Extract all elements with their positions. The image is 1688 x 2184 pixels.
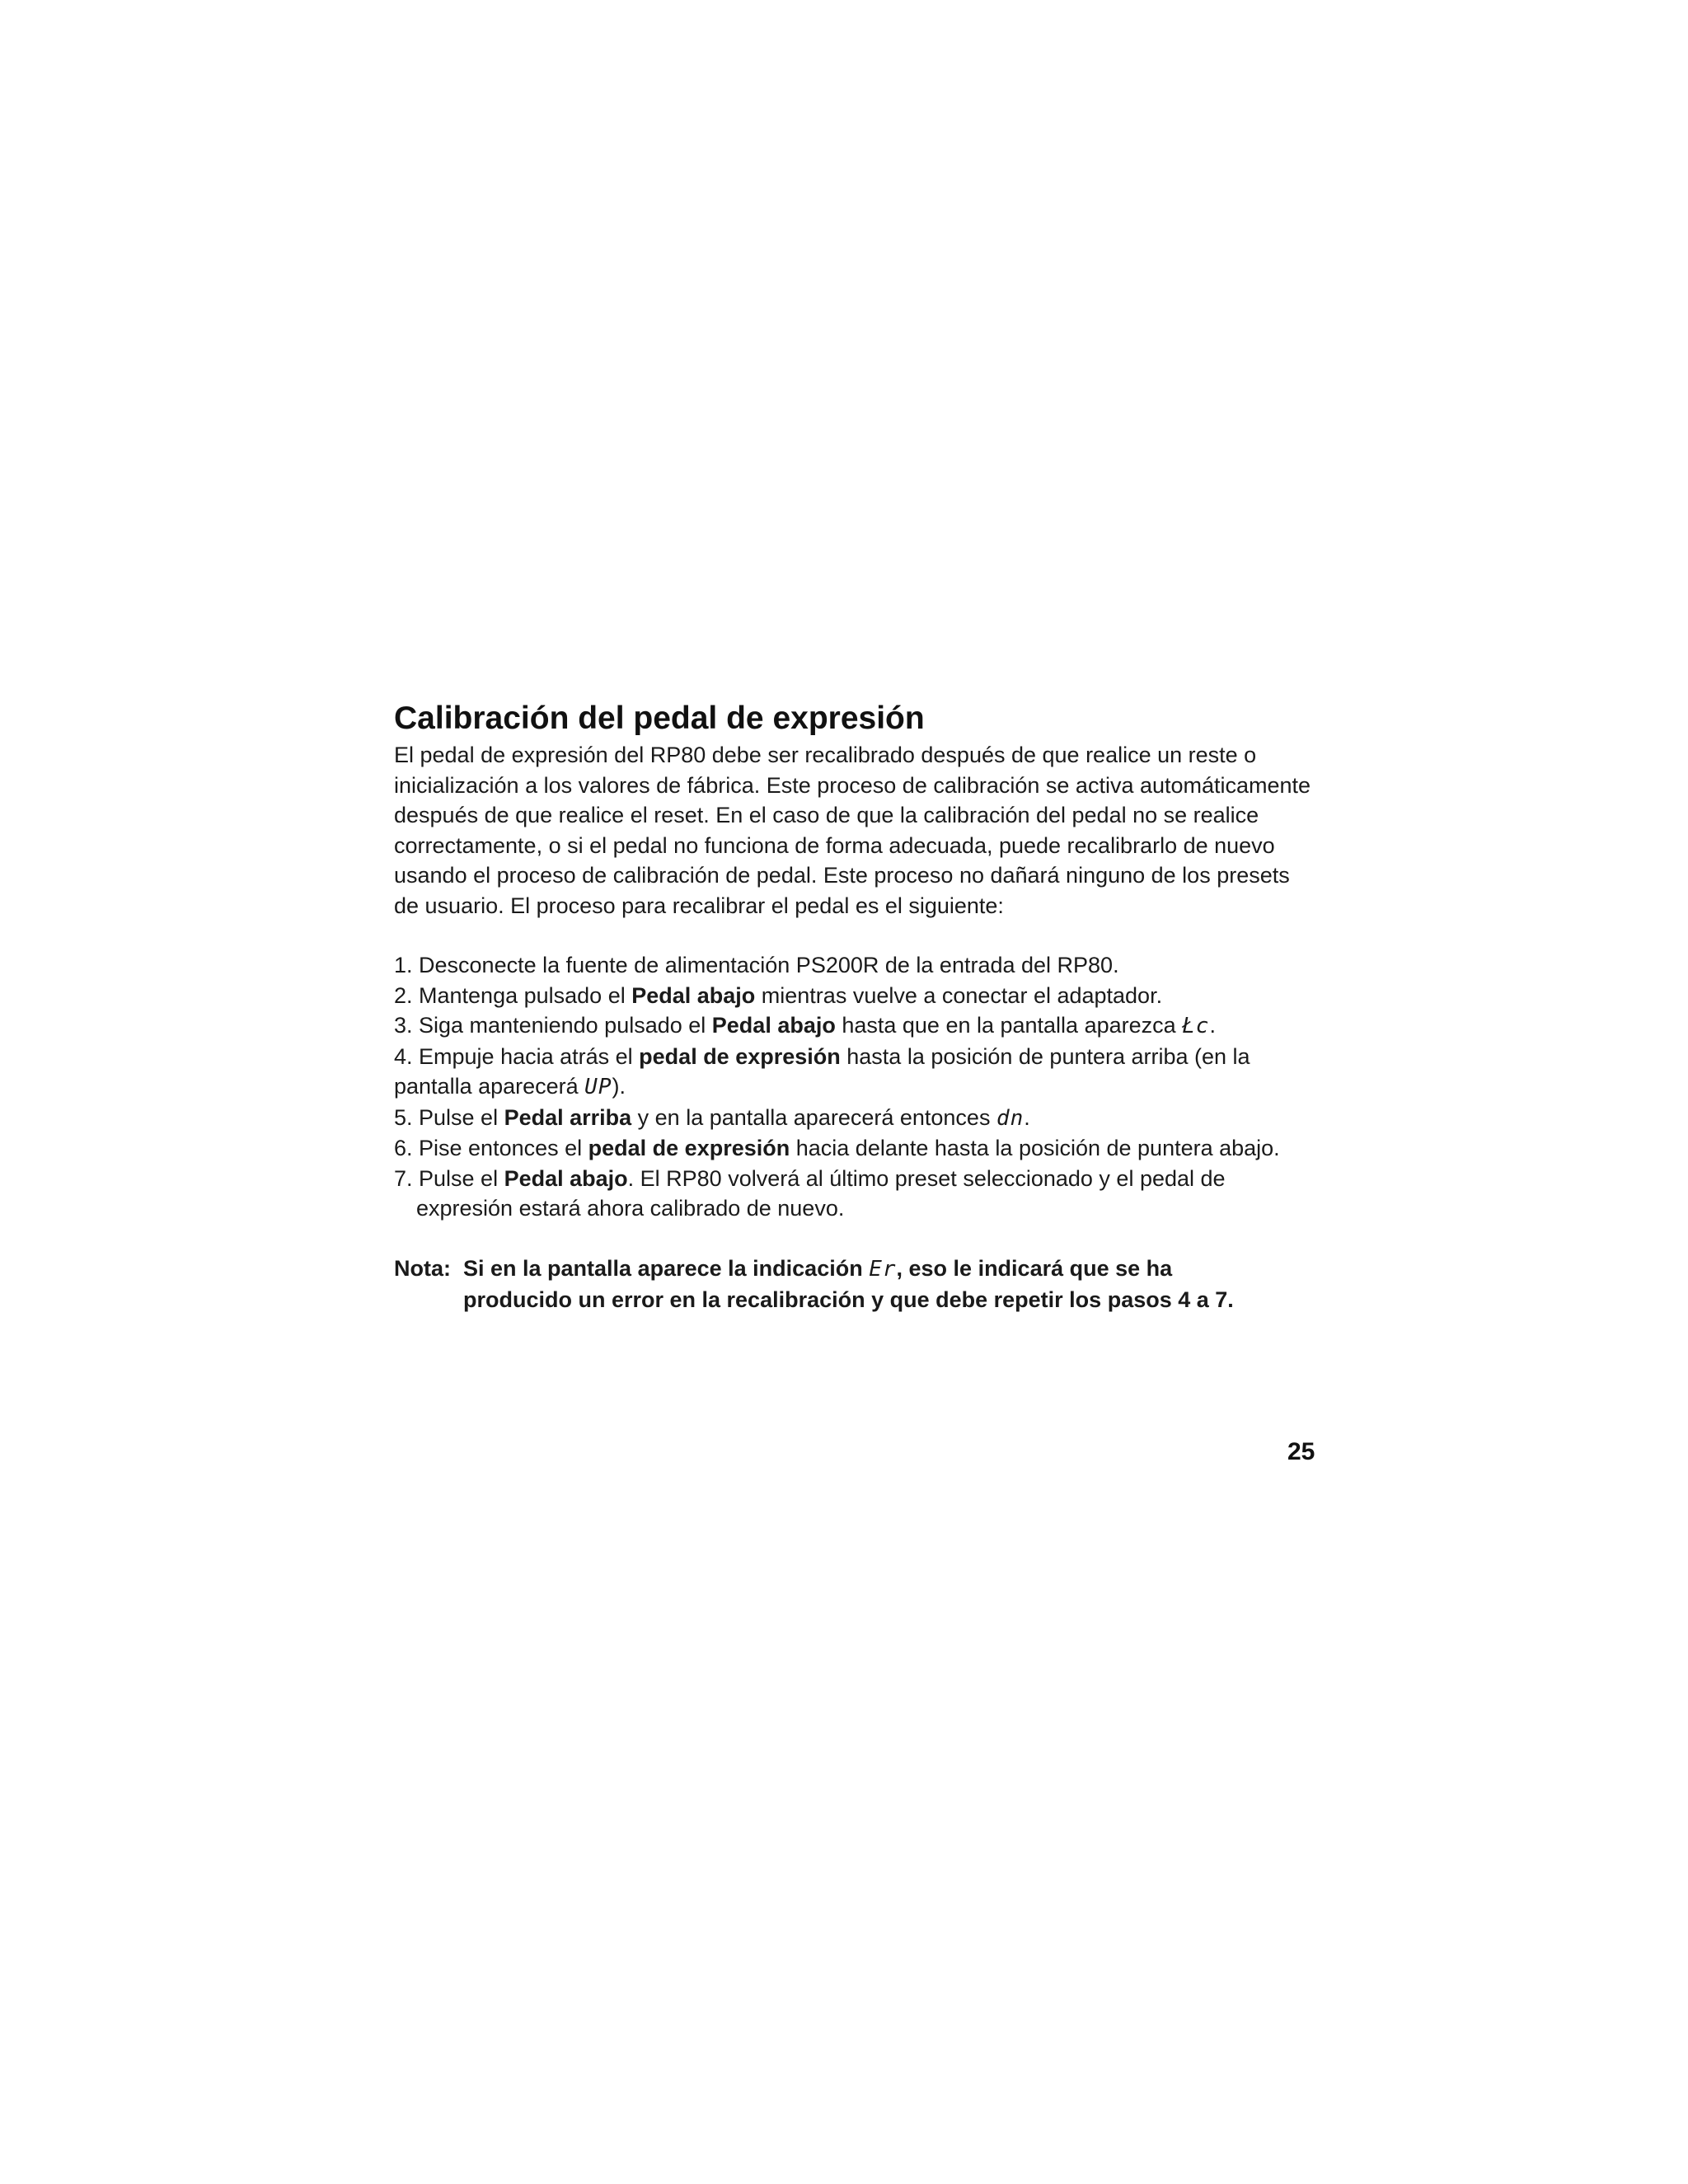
paragraph-line: después de que realice el reset. En el caso de que la calibración del pedal no se realice [394,803,1259,827]
step-text: hasta que en la pantalla aparezca [835,1013,1183,1038]
step-text: 2. Mantenga pulsado el [394,982,632,1008]
step-emphasis: Pedal abajo [504,1165,628,1191]
lcd-display-code: dn [996,1105,1025,1131]
page-number: 25 [1287,1438,1315,1465]
step-emphasis: Pedal arriba [504,1104,632,1130]
step-text: 4. Empuje hacia atrás el [394,1043,640,1069]
step-text: hacia delante hasta la posición de puntera abajo. [790,1136,1280,1160]
step-text: hasta la posición de puntera arriba (en la [840,1043,1250,1069]
step-4 [394,1042,1325,1103]
section-title: Calibración del pedal de expresión [394,701,925,736]
step-text: 7. Pulse el [394,1165,504,1191]
note-text: Si en la pantalla aparece la indicación [463,1255,870,1281]
step-text: y en la pantalla aparecerá entonces [631,1104,996,1130]
step-7 [394,1164,1325,1224]
step-text: 3. Siga manteniendo pulsado el [394,1013,712,1038]
intro-paragraph [394,740,1325,921]
note-block [394,1254,1325,1315]
step-text: expresión estará ahora calibrado de nuevo. [416,1196,845,1221]
paragraph-line: inicialización a los valores de fábrica. Este proceso de calibración se activa automáticamente [394,772,1311,798]
step-emphasis: pedal de expresión [639,1043,841,1069]
lcd-display-code: Er [869,1256,897,1282]
paragraph-line: usando el proceso de calibración de pedal. Este proceso no dañará ninguno de los presets [394,863,1290,888]
note-label: Nota: [394,1255,451,1281]
lcd-display-code: Łc [1182,1014,1210,1038]
note-body [463,1254,1325,1315]
paragraph-line: de usuario. El proceso para recalibrar el pedal es el siguiente: [394,893,1004,918]
step-text: ). [612,1074,626,1099]
step-text: . [1209,1013,1216,1038]
manual-section [394,701,1325,1315]
step-1 [394,950,1325,981]
paragraph-line: El pedal de expresión del RP80 debe ser recalibrado después de que realice un reste o [394,743,1257,767]
step-emphasis: pedal de expresión [588,1136,790,1160]
step-text: . El RP80 volverá al último preset seleccionado y el pedal de [627,1165,1226,1191]
step-text: 6. Pise entonces el [394,1136,588,1160]
step-emphasis: Pedal abajo [631,982,756,1008]
step-text: 5. Pulse el [394,1104,504,1130]
step-5 [394,1103,1325,1134]
step-text: pantalla aparecerá [394,1074,585,1099]
lcd-display-code: UP [584,1075,612,1099]
step-6 [394,1133,1325,1164]
note-text: producido un error en la recalibración y que debe repetir los pasos 4 a 7. [463,1286,1234,1312]
step-3 [394,1010,1325,1042]
step-emphasis: Pedal abajo [711,1013,836,1038]
step-text: mientras vuelve a conectar el adaptador. [755,982,1163,1008]
paragraph-line: correctamente, o si el pedal no funciona de forma adecuada, puede recalibrarlo de nuevo [394,832,1275,858]
step-2 [394,981,1325,1011]
step-text: . [1024,1104,1030,1130]
steps-list [394,950,1325,1224]
step-text: 1. Desconecte la fuente de alimentación PS200R de la entrada del RP80. [394,953,1119,977]
note-text: , eso le indicará que se ha [896,1255,1173,1281]
